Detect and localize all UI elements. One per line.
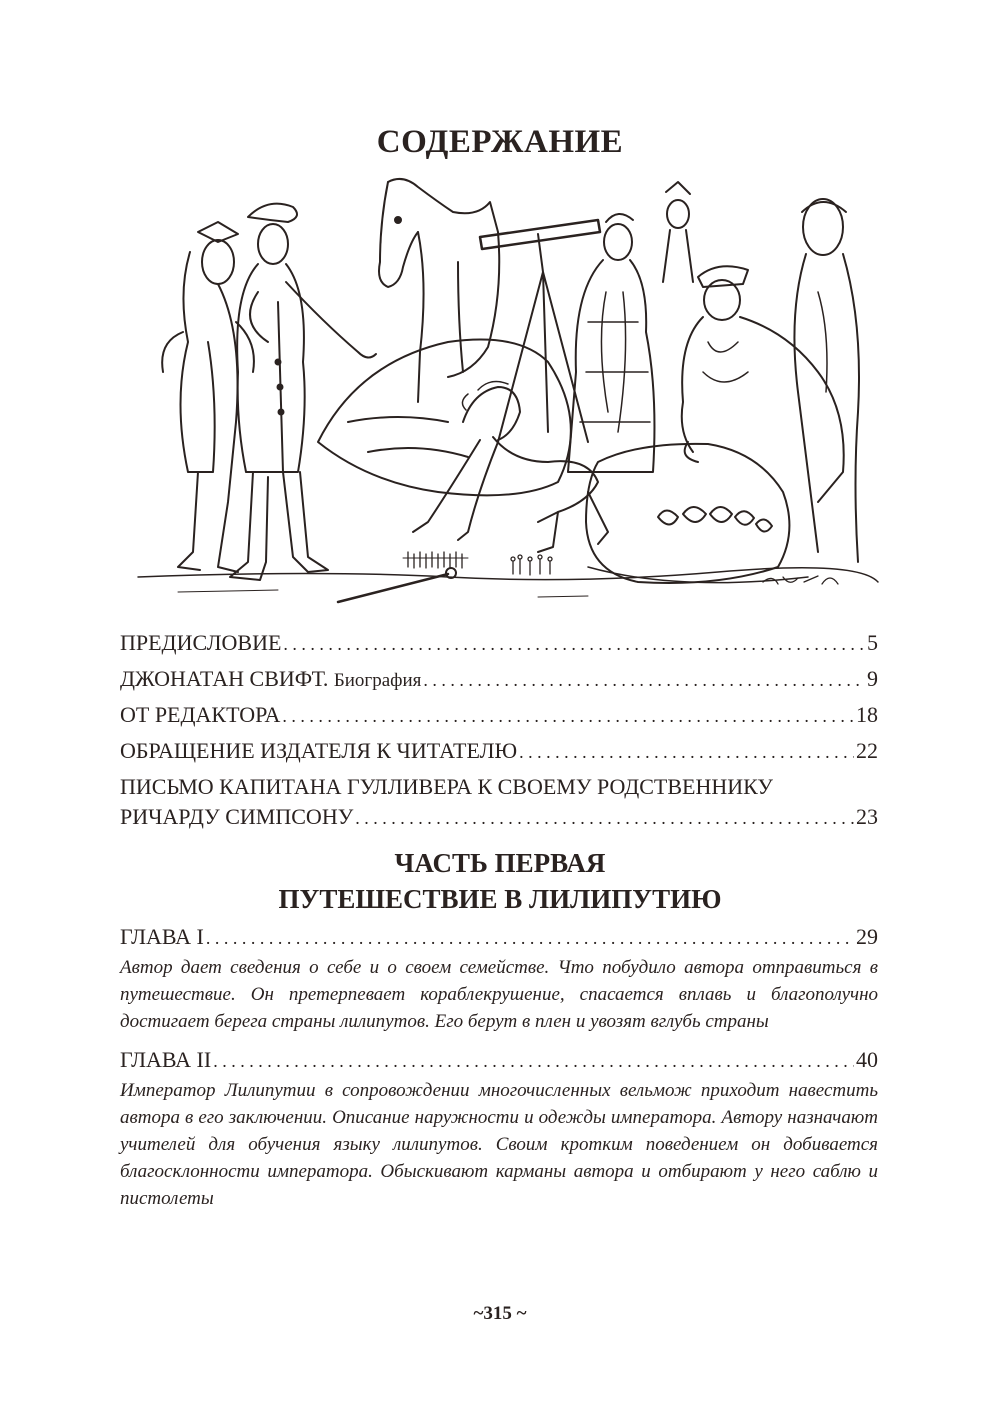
dot-leader: [206, 923, 854, 953]
chapter-description: Император Лилипутии в сопровождении многочисленных вельмож приходит навестить автора в его заключении. Описание наружности и одежды императора. Автору назначают учителей для обучения языку лилипутов. Своим кротким поведением он добивается благосклонности императора. Обыскивают карманы автора и отбирают у него саблю и пистолеты: [120, 1080, 878, 1209]
toc-entry[interactable]: [120, 772, 878, 833]
toc-entry[interactable]: [120, 736, 878, 772]
toc-front-matter: [120, 628, 878, 833]
chapter-title: ГЛАВА I: [120, 924, 204, 949]
chapter-description: Автор дает сведения о себе и о своем семействе. Что побудило автора отправиться в путешествие. Он претерпевает кораблекрушение, спасается вплавь и благополучно достигает берега страны лилипутов. Его берут в плен и увозят вглубь страны: [120, 957, 878, 1032]
toc-entry-title: ОБРАЩЕНИЕ ИЗДАТЕЛЯ К ЧИТАТЕЛЮ: [120, 738, 518, 763]
illustration-drawing: [118, 172, 882, 610]
dot-leader: [355, 803, 854, 833]
page-number-footer: ~315 ~: [473, 1303, 527, 1324]
toc-entry[interactable]: [120, 628, 878, 664]
toc-entry-title: РИЧАРДУ СИМПСОНУ: [120, 804, 354, 829]
toc-chapters: [120, 922, 878, 1212]
page-title: СОДЕРЖАНИЕ: [376, 124, 624, 160]
dot-leader: [282, 701, 854, 731]
part-heading: [0, 845, 1000, 917]
part-heading-line2: ПУТЕШЕСТВИЕ В ЛИЛИПУТИЮ: [278, 884, 722, 914]
dot-leader: [283, 629, 865, 659]
toc-entry[interactable]: [120, 700, 878, 736]
toc-entry-title: ОТ РЕДАКТОРА: [120, 702, 281, 727]
dot-leader: [519, 737, 854, 767]
toc-entry[interactable]: [120, 664, 878, 700]
toc-entry-subtitle: Биография: [333, 670, 422, 691]
toc-page-number: 5: [867, 630, 878, 655]
toc-entry-title-line1: ПИСЬМО КАПИТАНА ГУЛЛИВЕРА К СВОЕМУ РОДСТВЕННИКУ: [120, 774, 773, 799]
chapter-page-number: 40: [856, 1047, 878, 1072]
toc-page-number: 22: [856, 738, 878, 763]
chapter-page-number: 29: [856, 924, 878, 949]
chapter-title: ГЛАВА II: [120, 1047, 212, 1072]
toc-chapter-entry[interactable]: [120, 1045, 878, 1212]
toc-page-number: 18: [856, 702, 878, 727]
toc-entry-title: ДЖОНАТАН СВИФТ.: [120, 666, 329, 691]
dot-leader: [213, 1046, 854, 1076]
gulliver-characters-illustration: [118, 172, 882, 610]
toc-chapter-entry[interactable]: [120, 922, 878, 1035]
toc-page-number: 23: [856, 804, 878, 829]
part-heading-line1: ЧАСТЬ ПЕРВАЯ: [394, 848, 606, 878]
dot-leader: [423, 665, 865, 695]
toc-entry-title: ПРЕДИСЛОВИЕ: [120, 630, 282, 655]
toc-page-number: 9: [867, 666, 878, 691]
